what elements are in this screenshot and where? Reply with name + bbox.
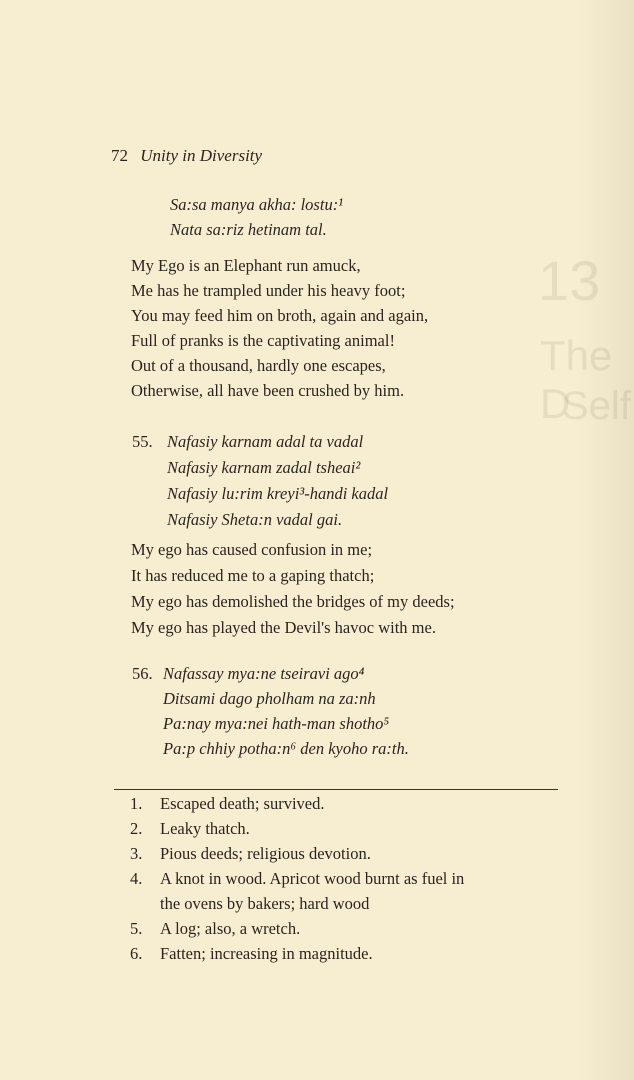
english-line: My ego has played the Devil's havoc with me.: [131, 618, 436, 637]
footnote-text: the ovens by bakers; hard wood: [160, 894, 370, 913]
footnote-number: 3.: [130, 844, 143, 863]
footnote-text: Leaky thatch.: [160, 819, 250, 838]
bleed-through-text: D: [540, 380, 571, 427]
running-header: [111, 146, 262, 166]
footnote: [130, 869, 464, 889]
kashmiri-line: Nafassay mya:ne tseiravi ago⁴: [163, 664, 365, 683]
footnote-text: Escaped death; survived.: [160, 794, 325, 813]
footnote: [130, 819, 250, 839]
footnote-number: 6.: [130, 944, 143, 963]
footnote: [130, 944, 373, 964]
footnote-text: A log; also, a wretch.: [160, 919, 301, 938]
english-line: My ego has caused confusion in me;: [131, 540, 373, 559]
page-edge-shadow: [574, 0, 634, 1080]
kashmiri-line: Pa:nay mya:nei hath-man shotho⁵: [163, 714, 390, 733]
footnote-number: 4.: [130, 869, 143, 888]
verse-number: 56.: [132, 664, 153, 683]
kashmiri-line: Nafasiy lu:rim kreyi³-handi kadal: [167, 484, 389, 503]
english-line: Out of a thousand, hardly one escapes,: [131, 356, 386, 375]
footnote-text: Fatten; increasing in magnitude.: [160, 944, 373, 963]
kashmiri-line: Nafasiy karnam adal ta vadal: [167, 432, 364, 451]
page-number: 72: [111, 146, 128, 165]
english-line: My ego has demolished the bridges of my deeds;: [131, 592, 455, 611]
footnote: [130, 919, 300, 939]
kashmiri-line: Ditsami dago pholham na za:nh: [163, 689, 376, 708]
footnote-number: 2.: [130, 819, 143, 838]
footnote: [130, 794, 324, 814]
footnote: [130, 844, 371, 864]
english-line: Full of pranks is the captivating animal!: [131, 331, 395, 350]
footnote-rule: [114, 789, 558, 790]
english-line: Otherwise, all have been crushed by him.: [131, 381, 405, 400]
english-line: It has reduced me to a gaping thatch;: [131, 566, 375, 585]
footnote: [130, 894, 369, 914]
kashmiri-line: Nafasiy karnam zadal tsheai²: [167, 458, 361, 477]
footnote-text: A knot in wood. Apricot wood burnt as fuel in: [160, 869, 465, 888]
kashmiri-line: Sa:sa manya akha: lostu:¹: [170, 195, 344, 214]
english-line: You may feed him on broth, again and again,: [131, 306, 429, 325]
english-line: Me has he trampled under his heavy foot;: [131, 281, 406, 300]
english-line: My Ego is an Elephant run amuck,: [131, 256, 361, 275]
footnote-number: 1.: [130, 794, 143, 813]
kashmiri-line: Pa:p chhiy potha:n⁶ den kyoho ra:th.: [163, 739, 409, 758]
kashmiri-line: Nafasiy Sheta:n vadal gai.: [167, 510, 343, 529]
verse-number: 55.: [132, 432, 153, 451]
footnote-text: Pious deeds; religious devotion.: [160, 844, 371, 863]
book-title: Unity in Diversity: [140, 146, 263, 165]
footnote-number: 5.: [130, 919, 143, 938]
kashmiri-line: Nata sa:riz hetinam tal.: [170, 220, 327, 239]
bleed-through-text: 13: [538, 249, 601, 312]
